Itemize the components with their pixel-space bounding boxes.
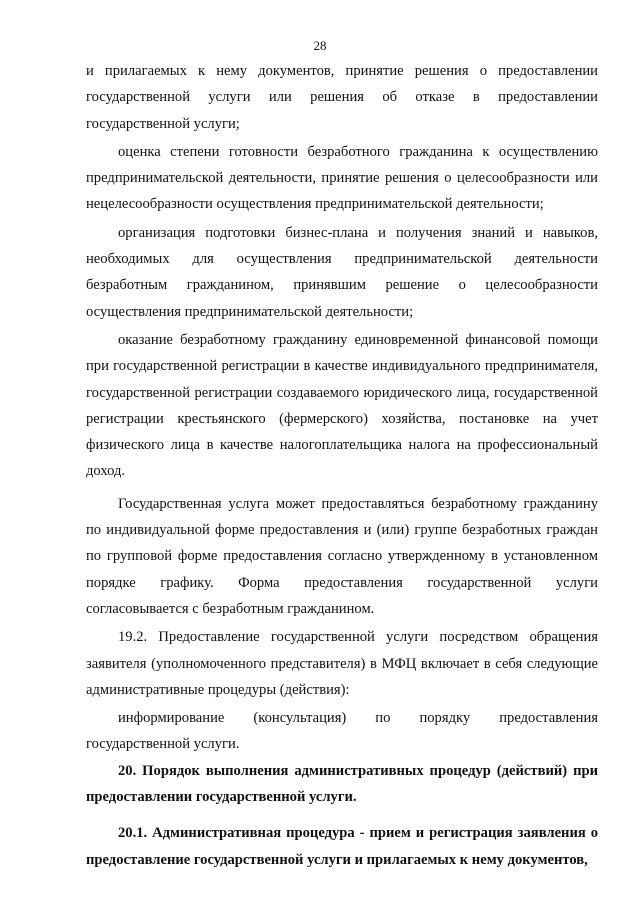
paragraph-informing: информирование (консультация) по порядку предоставления государственной услуги. [86, 710, 598, 753]
paragraph-service-forms: Государственная услуга может предоставляться безработному гражданину по индивидуальной форме предоставления и (или) группе безработных граждан по групповой форме предоставления согласно утвержденному в установленном порядке графику. Форма предоставления государственной услуги согласовывается с безработным гражданином. [86, 495, 598, 617]
page-number: 28 [313, 38, 327, 53]
section-heading-20-1: 20.1. Административная процедура - прием и регистрация заявления о предоставление государственной услуги и прилагаемых к нему документов, [86, 825, 598, 868]
paragraph-continuation: и прилагаемых к нему документов, принятие решения о предоставлении государственной услуги или решения об отказе в предоставлении государственной услуги; [86, 63, 598, 132]
paragraph-business-plan: организация подготовки бизнес-плана и получения знаний и навыков, необходимых для осуществления предпринимательской деятельности безработным гражданином, принявшим решение о целесообразности осуществления предпринимательской деятельности; [86, 224, 598, 320]
document-body [86, 58, 598, 873]
paragraph-financial-aid: оказание безработному гражданину единовременной финансовой помощи при государственной регистрации в качестве индивидуального предпринимателя, государственной регистрации создаваемого юридического лица, государственной регистрации крестьянского (фермерского) хозяйства, постановке на учет физического лица в качестве налогоплательщика налога на профессиональный доход. [86, 331, 598, 480]
paragraph-readiness-assessment: оценка степени готовности безработного гражданина к осуществлению предпринимательской деятельности, принятие решения о целесообразности или нецелесообразности осуществления предпринимательской деятельности; [86, 143, 598, 213]
section-heading-20: 20. Порядок выполнения административных процедур (действий) при предоставлении государственной услуги. [86, 762, 598, 806]
paragraph-mfc-procedures: 19.2. Предоставление государственной услуги посредством обращения заявителя (уполномоченного представителя) в МФЦ включает в себя следующие административные процедуры (действия): [86, 629, 598, 698]
